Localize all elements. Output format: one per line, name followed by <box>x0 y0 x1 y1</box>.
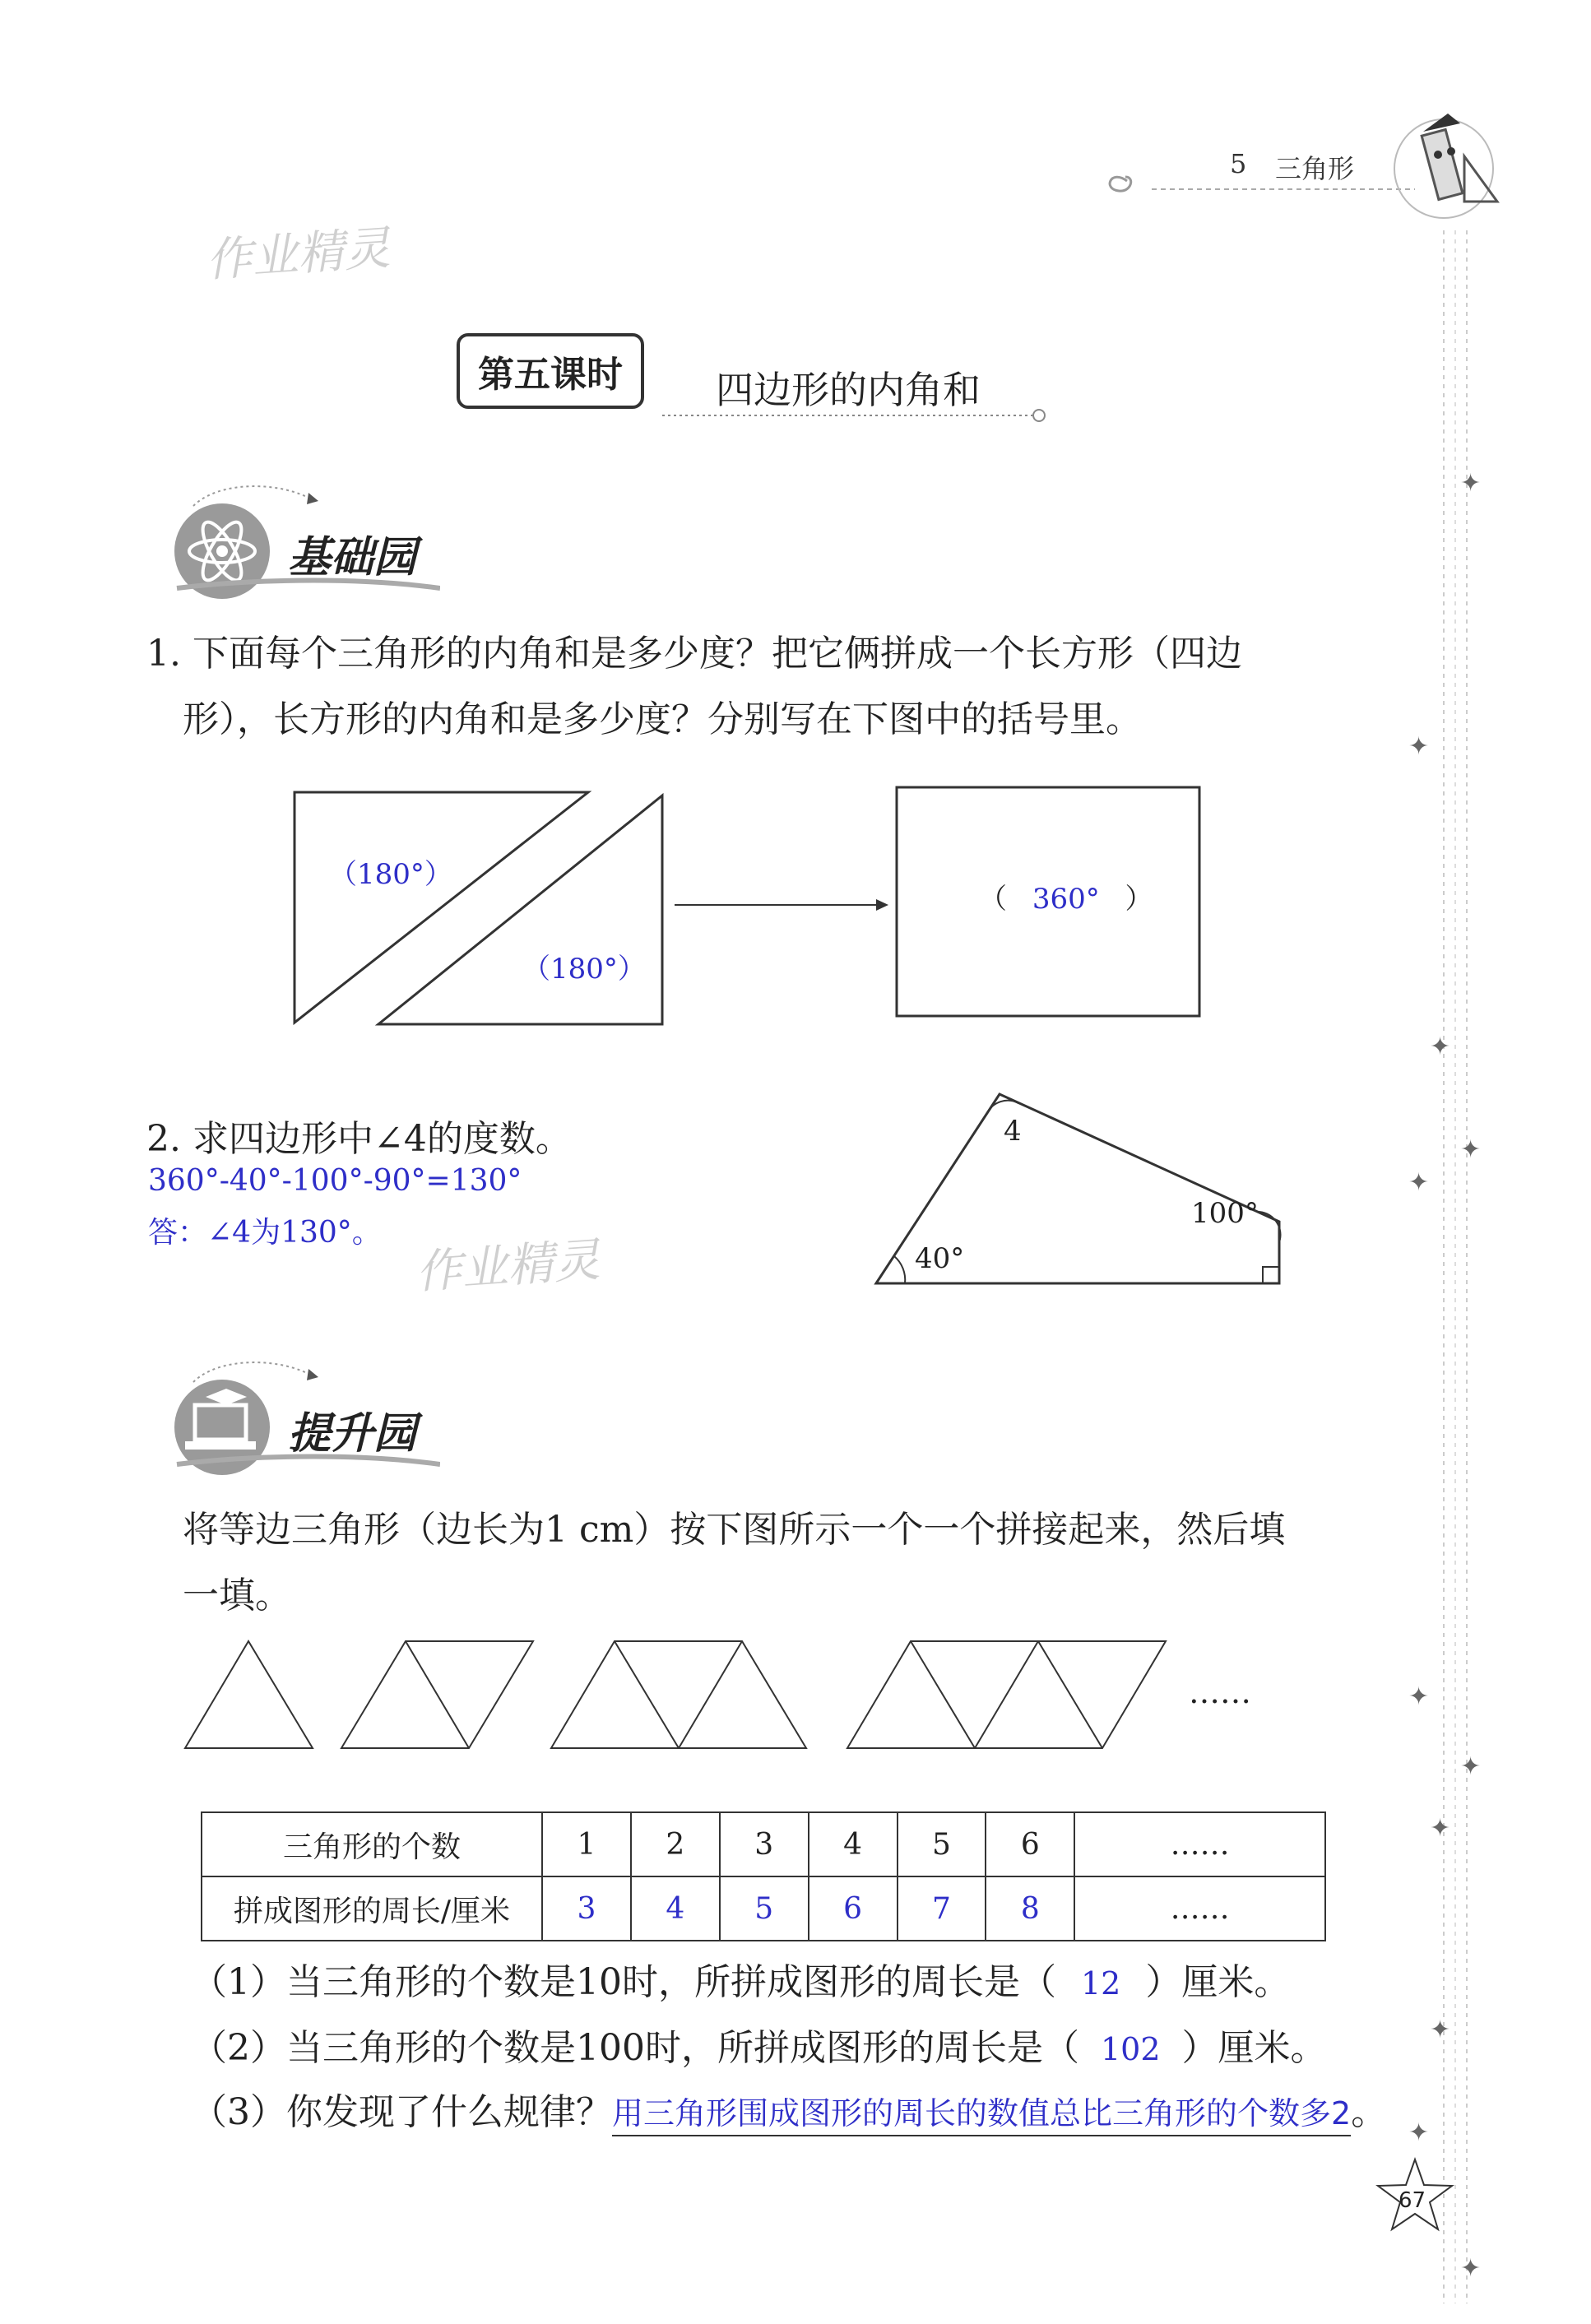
star-icon: ✦ <box>1408 1682 1430 1711</box>
section2-intro-line2: 一填。 <box>183 1575 291 1617</box>
q2-answer: 答：∠4为130°。 <box>148 1216 382 1250</box>
star-icon: ✦ <box>1408 732 1430 761</box>
perimeter-table <box>201 1811 1326 1941</box>
table-cell: 2 <box>631 1812 720 1876</box>
q2-question: 2. 求四边形中∠4的度数。 <box>146 1118 572 1160</box>
pencil-mascot-icon <box>1382 99 1505 222</box>
lesson-underline <box>662 407 1049 424</box>
table-cell: 3 <box>720 1812 809 1876</box>
table-row <box>202 1812 1325 1876</box>
sub1-after: ）厘米。 <box>1145 1961 1291 2003</box>
angle-40-label: 40° <box>915 1242 965 1275</box>
table-cell: 6 <box>986 1812 1074 1876</box>
chapter-title: 三角形 <box>1275 153 1355 184</box>
sub2-before: （2）当三角形的个数是100时，所拼成图形的周长是（ <box>191 2027 1079 2069</box>
tri2-answer-text: （180°） <box>522 953 646 986</box>
sub-question-2 <box>191 2016 1327 2082</box>
table-answer-cell: 4 <box>631 1876 720 1941</box>
star-icon: ✦ <box>1460 1752 1482 1781</box>
sub-question-1 <box>191 1950 1290 2016</box>
table-cell: 4 <box>809 1812 898 1876</box>
sub1-before: （1）当三角形的个数是10时，所拼成图形的周长是（ <box>191 1961 1056 2003</box>
table-answer-cell: 5 <box>720 1876 809 1941</box>
table-answer-cell: 3 <box>542 1876 631 1941</box>
q1-line2: 形），长方形的内角和是多少度？分别写在下图中的括号里。 <box>183 698 1142 740</box>
watermark-logo-2: 作业精灵 <box>414 1233 602 1300</box>
star-icon: ✦ <box>1430 1814 1451 1843</box>
triangle-sequence-figure <box>177 1633 1189 1756</box>
table-answer-cell: 6 <box>809 1876 898 1941</box>
tri2-answer <box>522 946 646 986</box>
star-icon: ✦ <box>1408 1168 1430 1197</box>
rect-answer-text: 360° <box>1032 883 1100 916</box>
star-icon: ✦ <box>1460 1135 1482 1164</box>
page-number: 67 <box>1399 2188 1426 2213</box>
header-swirl <box>1102 165 1415 197</box>
star-icon: ✦ <box>1408 2118 1430 2147</box>
lesson-title: 四边形的内角和 <box>716 368 981 412</box>
table-row <box>202 1876 1325 1941</box>
sub3-after: 。 <box>1351 2091 1388 2133</box>
table-answer-cell: 8 <box>986 1876 1074 1941</box>
q1-line1: 1. 下面每个三角形的内角和是多少度？把它俩拼成一个长方形（四边 <box>146 633 1242 675</box>
watermark-logo: 作业精灵 <box>204 221 392 288</box>
lesson-label: 第五课时 <box>457 333 644 409</box>
q2-work: 360°-40°-100°-90°=130° <box>148 1164 522 1198</box>
chapter-number: 5 <box>1230 148 1247 179</box>
margin-decoration <box>1427 230 1485 2303</box>
sub-question-3 <box>191 2080 1387 2146</box>
sub3-answer: 用三角形围成图形的周长的数值总比三角形的个数多2 <box>612 2095 1351 2136</box>
rect-answer-close: ） <box>1125 883 1153 916</box>
angle-100-label: 100° <box>1191 1197 1259 1230</box>
table-header-count: 三角形的个数 <box>202 1812 542 1876</box>
angle-4-label: 4 <box>1004 1115 1022 1148</box>
sub3-before: （3）你发现了什么规律？ <box>191 2091 612 2133</box>
star-icon: ✦ <box>1430 1032 1451 1061</box>
tri1-answer <box>329 851 452 892</box>
star-icon: ✦ <box>1430 2016 1451 2044</box>
tri1-answer-text: （180°） <box>329 858 452 891</box>
sequence-ellipsis: …… <box>1189 1674 1251 1710</box>
rect-answer <box>979 876 1153 916</box>
table-cell: 1 <box>542 1812 631 1876</box>
table-cell: …… <box>1074 1876 1325 1941</box>
table-answer-cell: 7 <box>898 1876 986 1941</box>
table-cell: 5 <box>898 1812 986 1876</box>
table-header-perimeter: 拼成图形的周长/厘米 <box>202 1876 542 1941</box>
rect-answer-open: （ <box>979 883 1007 916</box>
star-icon: ✦ <box>1460 2254 1482 2283</box>
sub1-answer: 12 <box>1080 1965 1121 2002</box>
sub2-answer: 102 <box>1100 2031 1161 2067</box>
table-cell: …… <box>1074 1812 1325 1876</box>
section2-intro-line1: 将等边三角形（边长为1 cm）按下图所示一个一个拼接起来，然后填 <box>183 1509 1286 1551</box>
section-title-advanced: 提升园 <box>288 1408 417 1459</box>
sub2-after: ）厘米。 <box>1181 2027 1327 2069</box>
star-icon: ✦ <box>1460 469 1482 498</box>
section-title-basic: 基础园 <box>288 532 417 582</box>
